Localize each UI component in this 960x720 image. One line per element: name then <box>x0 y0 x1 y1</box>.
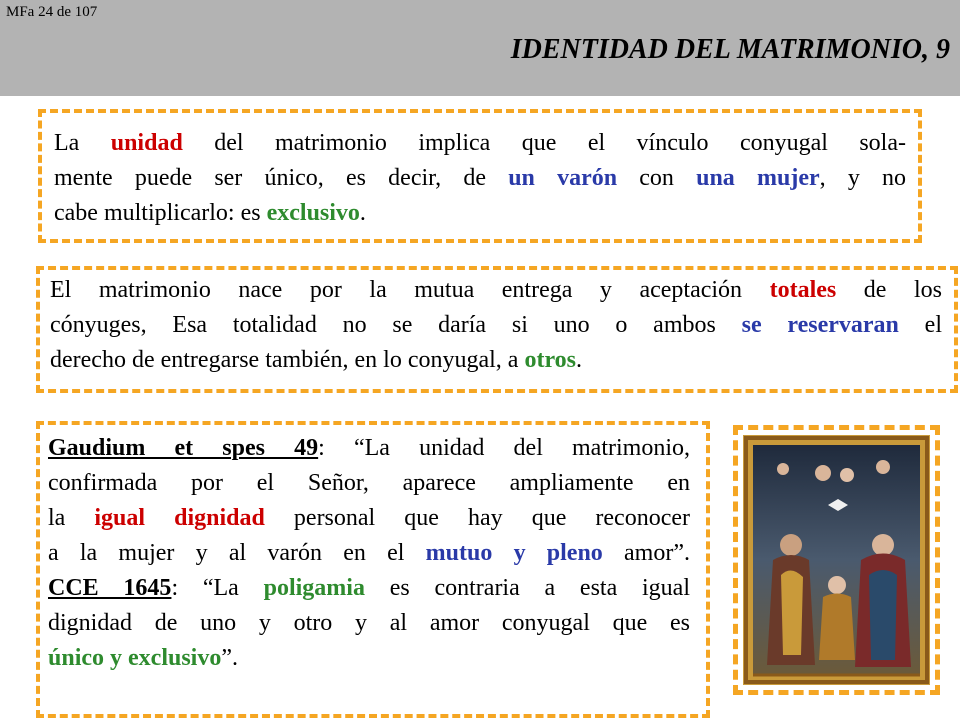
text-span: , y no <box>819 165 907 191</box>
text-span: ”. <box>221 645 238 671</box>
text-line <box>48 571 690 606</box>
text-line <box>50 273 942 308</box>
text-span: del matrimonio implica que el vínculo conyugal sola- <box>182 130 906 156</box>
text-line <box>48 606 690 641</box>
highlight-una-mujer: una mujer <box>696 165 820 191</box>
text-span: cónyuges, Esa totalidad no se daría si uno o ambos <box>50 312 742 338</box>
text-span: derecho de entregarse también, en lo conyugal, a <box>50 347 525 373</box>
text-span: personal que hay que reconocer <box>264 505 690 531</box>
highlight-mutuo-y-pleno: mutuo y pleno <box>425 540 603 566</box>
text-span: . <box>576 347 583 373</box>
highlight-totales: totales <box>769 277 837 303</box>
text-span: : “La unidad del matrimonio, <box>318 435 690 461</box>
highlight-poligamia: poligamia <box>263 575 365 601</box>
slide-title: IDENTIDAD DEL MATRIMONIO, 9 <box>510 34 950 65</box>
text-span: dignidad de uno y otro y al amor conyugal que es <box>48 610 690 636</box>
holy-family-painting-image <box>743 435 930 685</box>
reference-cce-1645: CCE 1645 <box>48 575 172 601</box>
totality-text-box <box>36 266 958 393</box>
text-span: : “La <box>171 575 264 601</box>
reference-gaudium-et-spes: Gaudium et spes 49 <box>48 435 319 461</box>
text-line <box>54 161 906 196</box>
text-span: . <box>359 200 366 226</box>
highlight-igual-dignidad: igual dignidad <box>94 505 265 531</box>
text-span: a la mujer y al varón en el <box>48 540 426 566</box>
text-line <box>48 501 690 536</box>
text-line <box>50 343 942 378</box>
text-span: es contraria a esta igual <box>364 575 690 601</box>
header-bar <box>0 0 960 96</box>
highlight-se-reservaran: se reservaran <box>741 312 899 338</box>
highlight-unidad: unidad <box>110 130 183 156</box>
citations-text-box <box>36 421 710 718</box>
text-line <box>48 641 690 676</box>
unity-text-box <box>38 109 922 243</box>
text-line <box>54 196 906 231</box>
text-line <box>48 431 690 466</box>
text-line <box>48 536 690 571</box>
text-line <box>50 308 942 343</box>
text-span: el <box>898 312 942 338</box>
highlight-unico-y-exclusivo: único y exclusivo <box>48 645 222 671</box>
text-span: amor”. <box>602 540 690 566</box>
slide-number: MFa 24 de 107 <box>6 4 98 20</box>
text-span: de los <box>836 277 942 303</box>
text-span: mente puede ser único, es decir, de <box>54 165 509 191</box>
text-span: la <box>48 505 95 531</box>
highlight-otros: otros <box>524 347 577 373</box>
text-span: con <box>617 165 697 191</box>
text-span: La <box>54 130 111 156</box>
text-span: confirmada por el Señor, aparece ampliamente en <box>48 470 690 496</box>
text-line <box>54 126 906 161</box>
highlight-un-varon: un varón <box>508 165 618 191</box>
text-span: El matrimonio nace por la mutua entrega y aceptación <box>50 277 770 303</box>
highlight-exclusivo: exclusivo <box>266 200 360 226</box>
holy-family-painting <box>733 425 940 695</box>
text-line <box>48 466 690 501</box>
text-span: cabe multiplicarlo: es <box>54 200 267 226</box>
